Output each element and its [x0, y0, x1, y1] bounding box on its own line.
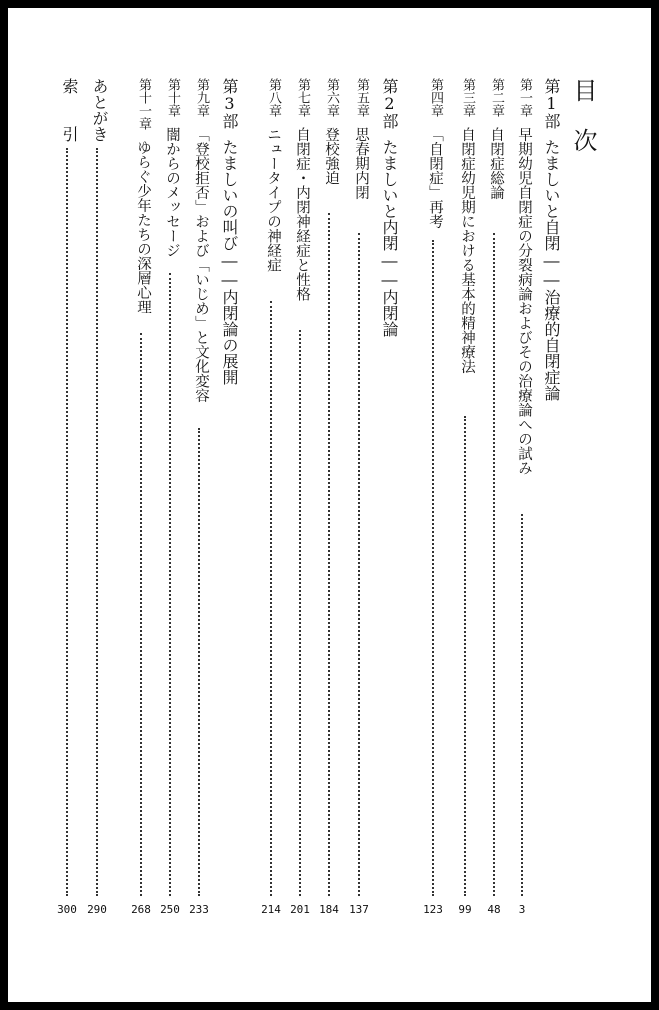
- chapter-5[interactable]: [351, 78, 372, 200]
- page-number: 268: [131, 903, 151, 916]
- chapter-label: 第八章: [266, 78, 281, 117]
- chapter-title: 闇からのメッセージ: [164, 127, 180, 258]
- chapter-title: 自閉症幼児期における基本的精神療法: [459, 127, 475, 374]
- chapter-label: 第三章: [460, 78, 475, 117]
- part-title: たましいの叫び――内閉論の展開: [220, 139, 239, 385]
- leader-dots: [328, 213, 330, 896]
- part-label: 第1部: [542, 78, 561, 129]
- chapter-title: 自閉症・内閉神経症と性格: [294, 127, 310, 301]
- chapter-title: 登校強迫: [323, 127, 339, 185]
- book-page: [8, 8, 651, 1002]
- chapter-3[interactable]: [457, 78, 478, 374]
- chapter-title: 思春期内閉: [353, 127, 369, 200]
- part-title: たましいと内閉――内閉論: [380, 139, 399, 337]
- leader-dots: [140, 333, 142, 896]
- leader-dots: [521, 514, 523, 896]
- chapter-11[interactable]: [133, 78, 154, 314]
- leader-dots: [299, 330, 301, 896]
- chapter-title: 早期幼児自閉症の分裂病論およびその治療論への試み: [516, 127, 532, 475]
- chapter-8[interactable]: [263, 78, 284, 272]
- chapter-7[interactable]: [292, 78, 313, 301]
- leader-dots: [66, 148, 68, 896]
- chapter-9[interactable]: [191, 78, 212, 403]
- part-label: 第3部: [220, 78, 239, 129]
- chapter-label: 第七章: [295, 78, 310, 117]
- chapter-label: 第十章: [165, 78, 180, 117]
- part-label: 第2部: [380, 78, 399, 129]
- part-title: たましいと自閉――治療的自閉症論: [542, 139, 561, 401]
- chapter-label: 第六章: [324, 78, 339, 117]
- page-number: 214: [261, 903, 281, 916]
- page-number: 48: [487, 903, 501, 916]
- leader-dots: [493, 233, 495, 896]
- page-number: 3: [518, 903, 526, 916]
- page-number: 250: [160, 903, 180, 916]
- page-number: 300: [57, 903, 77, 916]
- leader-dots: [96, 148, 98, 896]
- chapter-6[interactable]: [321, 78, 342, 185]
- part-3[interactable]: [218, 78, 241, 385]
- chapter-label: 第十一章: [136, 78, 151, 130]
- index-title: 索 引: [60, 78, 79, 150]
- page-number: 233: [189, 903, 209, 916]
- chapter-label: 第四章: [428, 78, 443, 117]
- page-number: 184: [319, 903, 339, 916]
- chapter-10[interactable]: [162, 78, 183, 258]
- chapter-4[interactable]: [425, 78, 446, 229]
- chapter-title: ニュータイプの神経症: [265, 127, 281, 272]
- afterword[interactable]: [88, 78, 111, 142]
- leader-dots: [464, 416, 466, 896]
- page-number: 123: [423, 903, 443, 916]
- chapter-title: 自閉症総論: [488, 127, 504, 200]
- toc-heading: 目次: [569, 78, 597, 178]
- chapter-label: 第一章: [517, 78, 532, 117]
- chapter-title: 「登校拒否」および「いじめ」と文化変容: [193, 127, 209, 403]
- page-number: 137: [349, 903, 369, 916]
- chapter-label: 第九章: [194, 78, 209, 117]
- leader-dots: [432, 240, 434, 896]
- leader-dots: [358, 233, 360, 896]
- chapter-title: 「自閉症」再考: [427, 127, 443, 229]
- chapter-title: ゆらぐ少年たちの深層心理: [135, 140, 151, 314]
- index[interactable]: [58, 78, 81, 150]
- leader-dots: [270, 301, 272, 896]
- page-number: 99: [458, 903, 472, 916]
- chapter-label: 第二章: [489, 78, 504, 117]
- part-2[interactable]: [378, 78, 401, 337]
- part-1[interactable]: [540, 78, 563, 401]
- chapter-label: 第五章: [354, 78, 369, 117]
- leader-dots: [198, 428, 200, 896]
- chapter-1[interactable]: [514, 78, 535, 475]
- afterword-title: あとがき: [90, 78, 109, 142]
- page-number: 201: [290, 903, 310, 916]
- chapter-2[interactable]: [486, 78, 507, 200]
- page-number: 290: [87, 903, 107, 916]
- leader-dots: [169, 273, 171, 896]
